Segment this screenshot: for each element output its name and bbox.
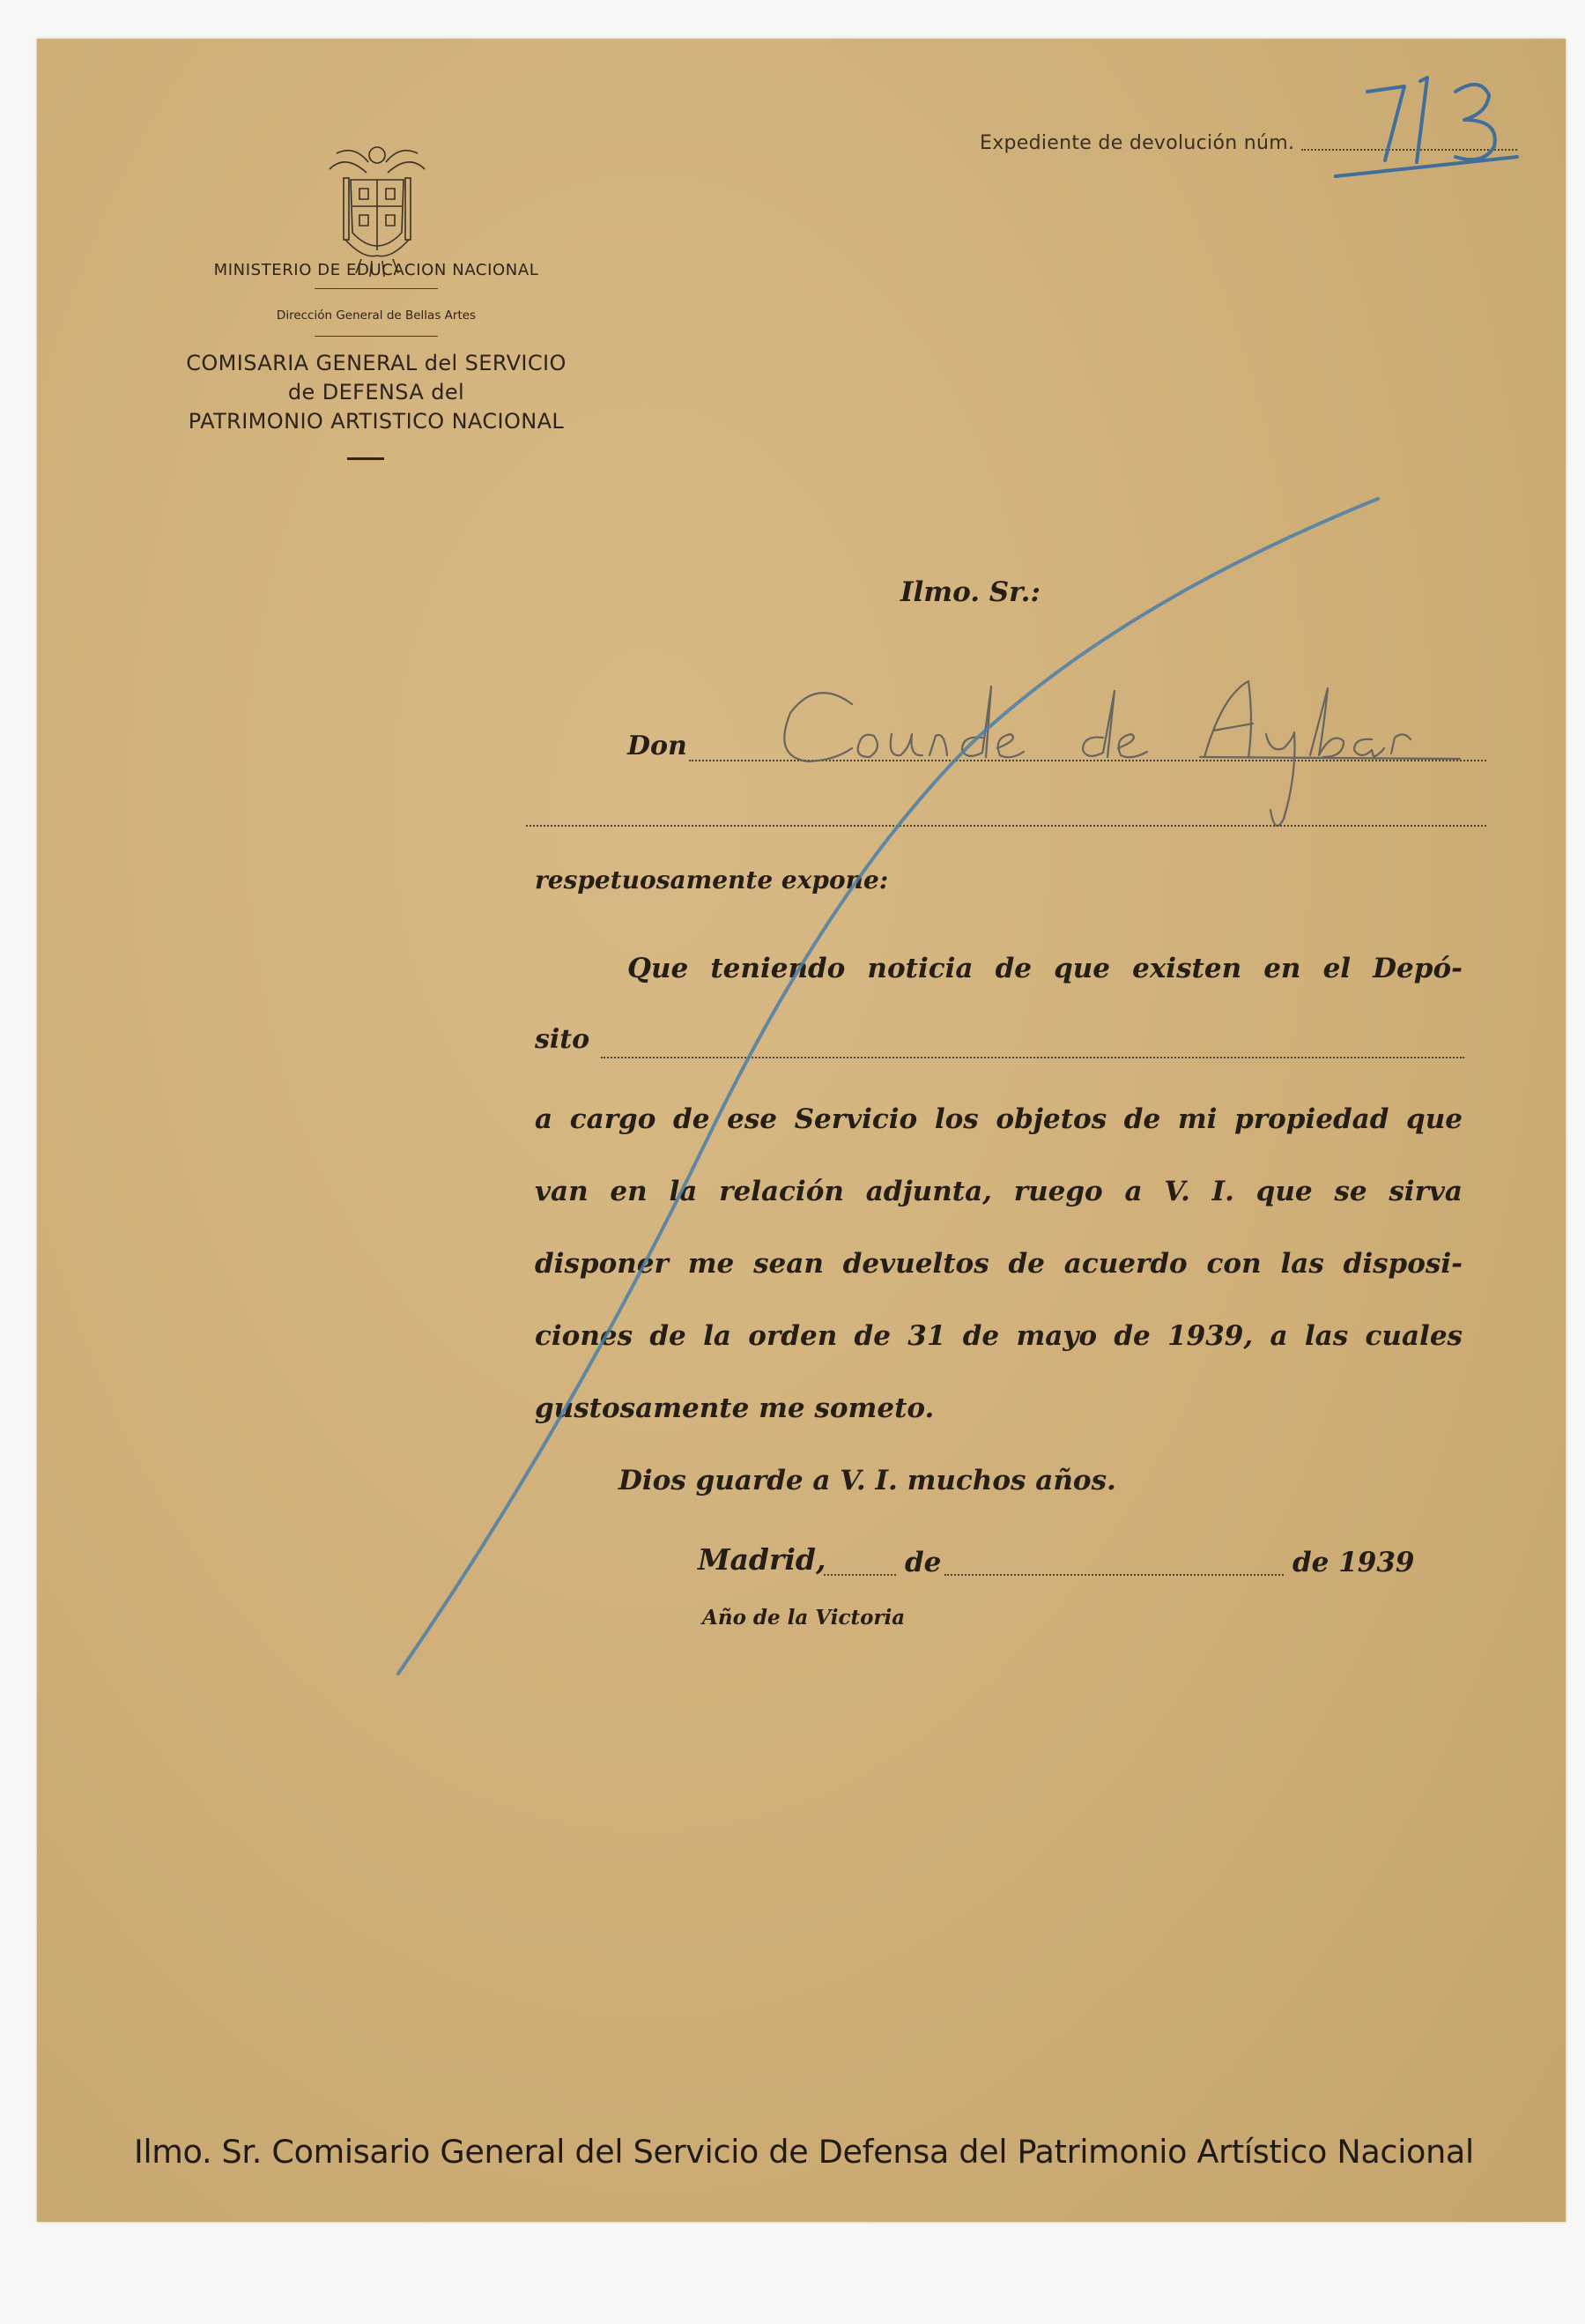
letterhead-ministry: MINISTERIO DE EDUCACION NACIONAL	[213, 261, 539, 279]
body-line: disponer me sean devueltos de acuerdo con las disposi-	[535, 1248, 1463, 1280]
letterhead-direction: Dirección General de Bellas Artes	[276, 308, 477, 323]
expediente-label: Expediente de devolución núm.	[980, 132, 1295, 154]
letterhead-dash	[347, 457, 384, 460]
coat-of-arms-icon	[310, 127, 444, 281]
date-place: Madrid,	[698, 1542, 826, 1577]
document-sheet	[37, 39, 1566, 2222]
expediente-number-handwritten	[1332, 65, 1526, 180]
date-de: de	[905, 1547, 942, 1578]
letterhead-comisaria-line: COMISARIA GENERAL del SERVICIO	[186, 351, 567, 375]
salutation: Ilmo. Sr.:	[900, 576, 1041, 608]
handwritten-name-signature	[755, 669, 1478, 845]
date-month-dotted-line	[944, 1574, 1284, 1576]
letterhead-divider	[315, 288, 438, 289]
body-line: gustosamente me someto.	[535, 1392, 935, 1424]
body-line: a cargo de ese Servicio los objetos de mi propiedad que	[535, 1103, 1463, 1135]
deposito-dotted-line	[601, 1057, 1464, 1058]
letterhead-divider	[315, 336, 438, 337]
body-line: sito	[535, 1024, 590, 1055]
victoria-text: Año de la Victoria	[702, 1606, 906, 1630]
closing-formula: Dios guarde a V. I. muchos años.	[618, 1465, 1116, 1496]
letterhead-comisaria-line: PATRIMONIO ARTISTICO NACIONAL	[188, 409, 565, 434]
date-year: de 1939	[1292, 1547, 1415, 1578]
don-label: Don	[627, 731, 687, 761]
body-line: van en la relación adjunta, ruego a V. I. que se sirva	[535, 1176, 1463, 1207]
body-line: Que teniendo noticia de que existen en el Depó-	[627, 953, 1463, 984]
addressee-footer: Ilmo. Sr. Comisario General del Servicio de Defensa del Patrimonio Artístico Nacional	[134, 2133, 1474, 2171]
body-line: ciones de la orden de 31 de mayo de 1939, a las cuales	[535, 1320, 1463, 1352]
date-day-dotted-line	[824, 1574, 896, 1576]
don-second-dotted-line	[526, 825, 1486, 827]
expone-text: respetuosamente expone:	[535, 865, 889, 895]
letterhead-comisaria	[143, 349, 610, 436]
letterhead-comisaria-line: de DEFENSA del	[287, 380, 465, 405]
